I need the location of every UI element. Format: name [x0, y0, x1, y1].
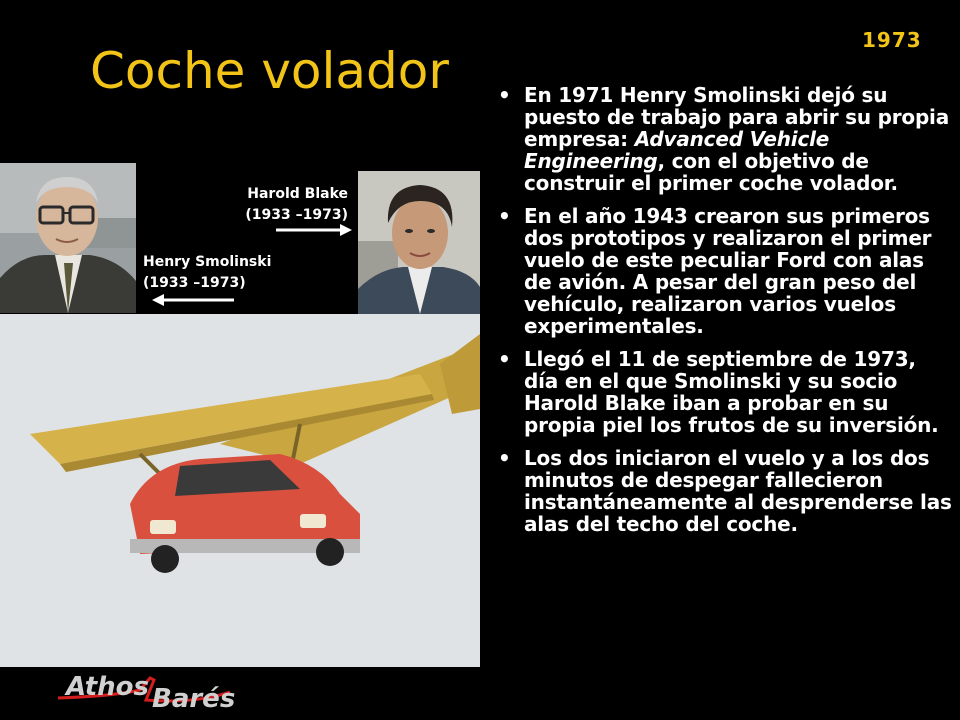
blake-name: Harold Blake [247, 186, 348, 202]
smolinski-caption [143, 252, 271, 294]
bullet-item [496, 348, 956, 436]
smolinski-dates: (1933 –1973) [143, 275, 246, 291]
bullet-list [496, 84, 956, 546]
bullet-text: Llegó el 11 de septiembre de 1973, día en el que Smolinski y su socio Harold Blake iban a probar en su propia piel los frutos de su inversión. [524, 347, 939, 437]
blake-dates: (1933 –1973) [245, 207, 348, 223]
bullet-text: Los dos iniciaron el vuelo y a los dos minutos de despegar fallecieron instantáneamente al desprenderse las alas del techo del coche. [524, 446, 952, 536]
blake-photo [358, 171, 480, 314]
bullet-icon: • [498, 204, 511, 228]
bullet-text: En el año 1943 crearon sus primeros dos prototipos y realizaron el primer vuelo de este peculiar Ford con alas de avión. A pesar del gran peso del vehículo, realizaron varios vuelos experimentales. [524, 204, 932, 338]
bullet-icon: • [498, 83, 511, 107]
bullet-item [496, 447, 956, 535]
slide-year: 1973 [862, 28, 922, 52]
smolinski-name: Henry Smolinski [143, 254, 272, 270]
bullet-item [496, 84, 956, 194]
smolinski-photo [0, 163, 136, 313]
arrow-left-icon [152, 294, 234, 306]
blake-caption [245, 184, 348, 226]
flying-car-photo [0, 314, 480, 667]
bullet-text-pre: En 1971 Henry Smolinski dejó su puesto de trabajo para abrir su propia empresa: [524, 83, 950, 151]
company-name: Advanced Vehicle Engineering [524, 127, 830, 173]
logo-athos: Athos [66, 672, 149, 702]
slide-title: Coche volador [90, 42, 449, 100]
logo-bares: Barés [152, 684, 236, 714]
bullet-item [496, 205, 956, 337]
bullet-icon: • [498, 446, 511, 470]
bullet-icon: • [498, 347, 511, 371]
bullet-text-post: , con el objetivo de construir el primer coche volador. [524, 149, 898, 195]
arrow-right-icon [276, 224, 352, 236]
